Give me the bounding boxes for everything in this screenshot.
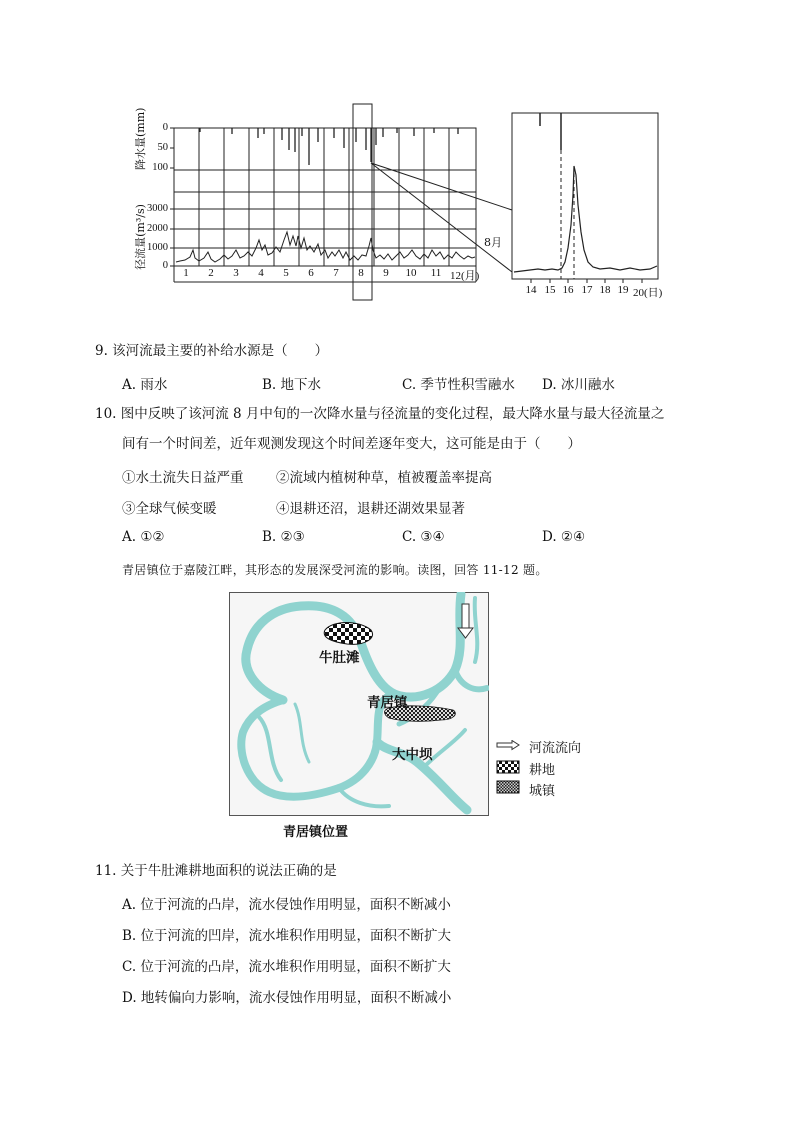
- inset-day-label: 19: [617, 284, 629, 296]
- precip-tick-0: 0: [162, 122, 168, 133]
- legend-farmland-swatch: [497, 761, 519, 773]
- section-intro: 青居镇位于嘉陵江畔，其形态的发展深受河流的影响。读图，回答 11-12 题。: [122, 563, 548, 577]
- dazhongba-label: 大中坝: [392, 747, 433, 763]
- map-caption: 青居镇位置: [283, 825, 349, 840]
- inset-day-ticks: [531, 279, 642, 283]
- q10-statement-2: ②流域内植树种草，植被覆盖率提高: [276, 470, 492, 486]
- inset-day-label: 20(日): [633, 287, 663, 299]
- legend-town-label: 城镇: [529, 784, 556, 799]
- runoff-line: [176, 232, 475, 262]
- month-label: 9: [383, 267, 389, 279]
- q10-option-b[interactable]: B. ②③: [262, 529, 305, 545]
- q11-option-d[interactable]: D. 地转偏向力影响，流水侵蚀作用明显，面积不断减小: [122, 990, 452, 1006]
- qingju-label: 青居镇: [367, 695, 408, 711]
- month-label: 4: [258, 267, 264, 279]
- month-label: 2: [208, 267, 214, 279]
- precip-axis-title: 降水量(mm): [134, 107, 147, 170]
- month-label: 7: [333, 267, 339, 279]
- inset-leader-lines: [371, 163, 512, 272]
- month-label: 12(月): [450, 270, 480, 282]
- precip-tick-100: 100: [152, 162, 168, 173]
- inset-month-label: 8月: [484, 236, 502, 249]
- inset-day-label: 18: [599, 284, 611, 296]
- q10-statement-1: ①水土流失日益严重: [122, 470, 244, 486]
- q10-stem-line1: 10. 图中反映了该河流 8 月中旬的一次降水量与径流量的变化过程，最大降水量与最大径流量之: [95, 406, 665, 422]
- q9-option-a[interactable]: A. 雨水: [122, 377, 168, 393]
- q9-option-c[interactable]: C. 季节性积雪融水: [402, 377, 515, 393]
- flow-tick-2000: 2000: [147, 223, 168, 234]
- month-label: 10: [405, 267, 417, 279]
- month-label: 11: [430, 267, 442, 279]
- precip-tick-50: 50: [157, 142, 168, 153]
- flow-tick-1000: 1000: [147, 242, 168, 253]
- q9-stem: 9. 该河流最主要的补给水源是（ ）: [95, 343, 329, 359]
- flow-tick-3000: 3000: [147, 203, 168, 214]
- inset-day-label: 14: [525, 284, 537, 296]
- precip-bars: [200, 128, 458, 165]
- q10-option-a[interactable]: A. ①②: [122, 529, 165, 545]
- niudutan-label: 牛肚滩: [319, 650, 360, 666]
- q10-stem-line2: 间有一个时间差，近年观测发现这个时间差逐年变大，这可能是由于（ ）: [122, 436, 581, 452]
- q10-option-d[interactable]: D. ②④: [542, 529, 586, 545]
- legend-town-swatch: [497, 781, 519, 793]
- runoff-axis-title: 径流量(m³/s): [134, 204, 147, 270]
- legend-arrow-icon: [497, 741, 519, 750]
- month-label: 1: [183, 267, 189, 279]
- map-legend-swatches: [496, 740, 522, 796]
- qingju-location-map: [229, 592, 489, 816]
- q10-statement-3: ③全球气候变暖: [122, 501, 217, 517]
- month-label: 8: [358, 267, 364, 279]
- legend-farmland-label: 耕地: [529, 763, 556, 778]
- q11-option-c[interactable]: C. 位于河流的凸岸，流水堆积作用明显，面积不断扩大: [122, 959, 451, 975]
- q10-statement-4: ④退耕还沼，退耕还湖效果显著: [276, 501, 465, 517]
- flow-tick-0: 0: [162, 260, 168, 271]
- month-label: 3: [233, 267, 239, 279]
- month-label: 5: [283, 267, 289, 279]
- q11-option-b[interactable]: B. 位于河流的凹岸，流水堆积作用明显，面积不断扩大: [122, 928, 452, 944]
- q9-option-d[interactable]: D. 冰川融水: [542, 377, 615, 393]
- inset-day-label: 17: [581, 284, 593, 296]
- legend-flow-label: 河流流向: [529, 741, 582, 756]
- month-label: 6: [308, 267, 314, 279]
- q10-option-c[interactable]: C. ③④: [402, 529, 445, 545]
- y-tick-marks: [170, 128, 174, 266]
- q11-stem: 11. 关于牛肚滩耕地面积的说法正确的是: [95, 863, 337, 879]
- inset-day-label: 15: [544, 284, 556, 296]
- inset-day-label: 16: [562, 284, 574, 296]
- q9-option-b[interactable]: B. 地下水: [262, 377, 322, 393]
- q11-option-a[interactable]: A. 位于河流的凸岸，流水侵蚀作用明显，面积不断减小: [122, 897, 451, 913]
